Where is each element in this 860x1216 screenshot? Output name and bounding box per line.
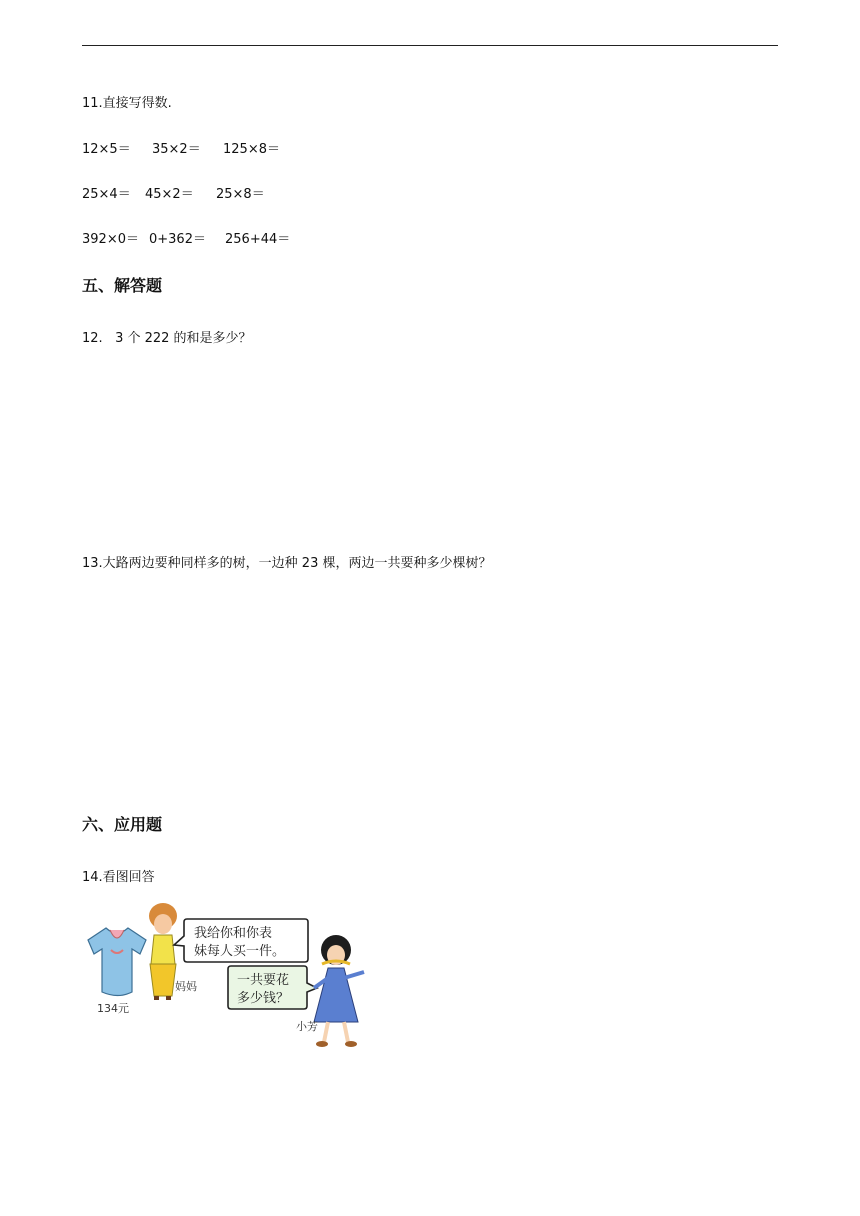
shirt-price-label: 134元	[97, 1002, 129, 1015]
girl-speech-line-2: 多少钱？	[237, 991, 290, 1006]
question-11-title: 11.直接写得数.	[82, 96, 172, 111]
girl-speech-line-1: 一共要花	[237, 973, 290, 988]
header-rule	[82, 45, 778, 46]
mom-speech-bubble	[174, 919, 308, 962]
section-5-heading: 五、解答题	[82, 276, 163, 295]
calc-item: 0+362＝	[149, 232, 206, 247]
calc-item: 392×0＝	[82, 232, 139, 247]
question-14-title: 14.看图回答	[82, 870, 155, 885]
mom-speech-line-1: 我给你和你表	[194, 926, 273, 941]
girl-figure-icon	[314, 935, 364, 1047]
question-13-text: 13.大路两边要种同样多的树，一边种 23 棵，两边一共要种多少棵树？	[82, 556, 492, 571]
calc-item: 35×2＝	[152, 142, 201, 157]
section-6-heading: 六、应用题	[82, 815, 163, 834]
girl-speech-bubble	[228, 966, 317, 1009]
calc-item: 25×8＝	[216, 187, 265, 202]
mom-figure-icon	[149, 903, 177, 1000]
question-12-text: 12. 3 个 222 的和是多少？	[82, 331, 252, 346]
calc-item: 256+44＝	[225, 232, 291, 247]
calc-item: 25×4＝	[82, 187, 131, 202]
calc-item: 12×5＝	[82, 142, 131, 157]
calc-item: 125×8＝	[223, 142, 280, 157]
mom-speech-line-2: 妹每人买一件。	[194, 944, 286, 959]
calc-item: 45×2＝	[145, 187, 194, 202]
shirt-icon	[88, 928, 146, 996]
illustration-mom-and-xiaofang	[84, 902, 380, 1050]
mom-label: 妈妈	[175, 980, 197, 993]
girl-label: 小芳	[296, 1020, 318, 1033]
